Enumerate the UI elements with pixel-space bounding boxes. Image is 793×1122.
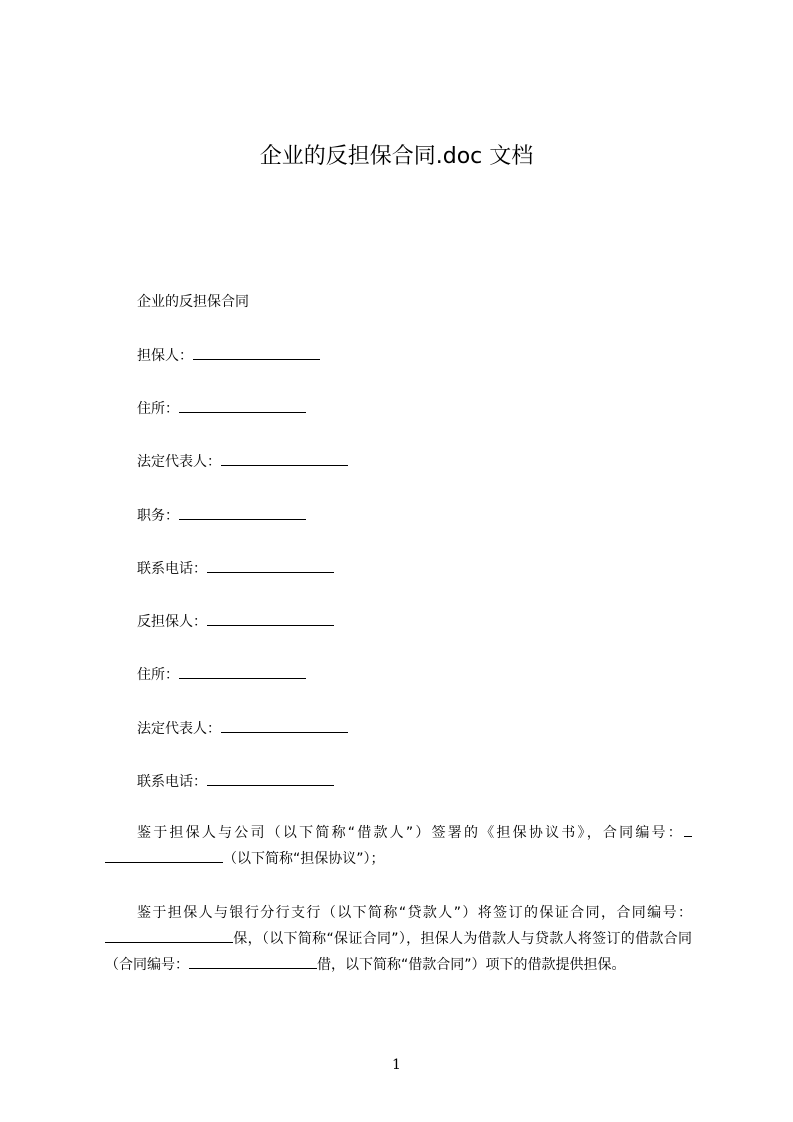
blank-line [207,558,334,573]
page-number: 1 [392,1057,401,1073]
blank-line [221,451,348,466]
field-label: 法定代表人： [137,721,221,737]
field-counter-guarantor [137,611,334,632]
blank-line [207,611,334,626]
paragraph-text: 借，以下简称“借款合同”）项下的借款提供担保。 [317,957,626,973]
paragraph-text: 鉴于担保人与银行分行支行（以下简称“贷款人”）将签订的保证合同，合同编号： [137,905,692,921]
field-position [137,505,306,526]
field-label: 联系电话： [137,774,207,790]
blank-line [207,771,334,786]
blank-line [221,718,348,733]
paragraph-text: 保，（以下简称“保证合同”），担保人为借款人与贷款人将签订的借款合同（合同编号： [105,931,692,973]
blank-line [179,505,306,520]
field-counter-guarantor-phone [137,771,334,792]
field-label: 担保人： [137,348,193,364]
field-label: 职务： [137,508,179,524]
blank-line [179,664,306,679]
field-guarantor-legal-rep [137,451,348,472]
field-label: 反担保人： [137,614,207,630]
paragraph-guarantee-contract [105,900,692,978]
field-label: 住所： [137,667,179,683]
field-label: 法定代表人： [137,454,221,470]
field-label: 联系电话： [137,561,207,577]
blank-line [189,954,317,969]
paragraph-guarantee-agreement [105,820,692,872]
paragraph-text: 鉴于担保人与公司（以下简称“借款人”）签署的《担保协议书》，合同编号： [137,825,684,841]
document-title: 企业的反担保合同.doc 文档 [259,144,534,169]
blank-line [105,928,233,943]
subtitle: 企业的反担保合同 [137,294,249,310]
field-guarantor [137,345,320,366]
field-guarantor-phone [137,558,334,579]
field-label: 住所： [137,401,179,417]
blank-line [179,398,306,413]
field-guarantor-address [137,398,306,419]
field-counter-guarantor-legal-rep [137,718,348,739]
field-counter-guarantor-address [137,664,306,685]
blank-line [684,822,692,837]
blank-line [105,848,223,863]
blank-line [193,345,320,360]
paragraph-text: （以下简称“担保协议”）； [223,851,385,867]
